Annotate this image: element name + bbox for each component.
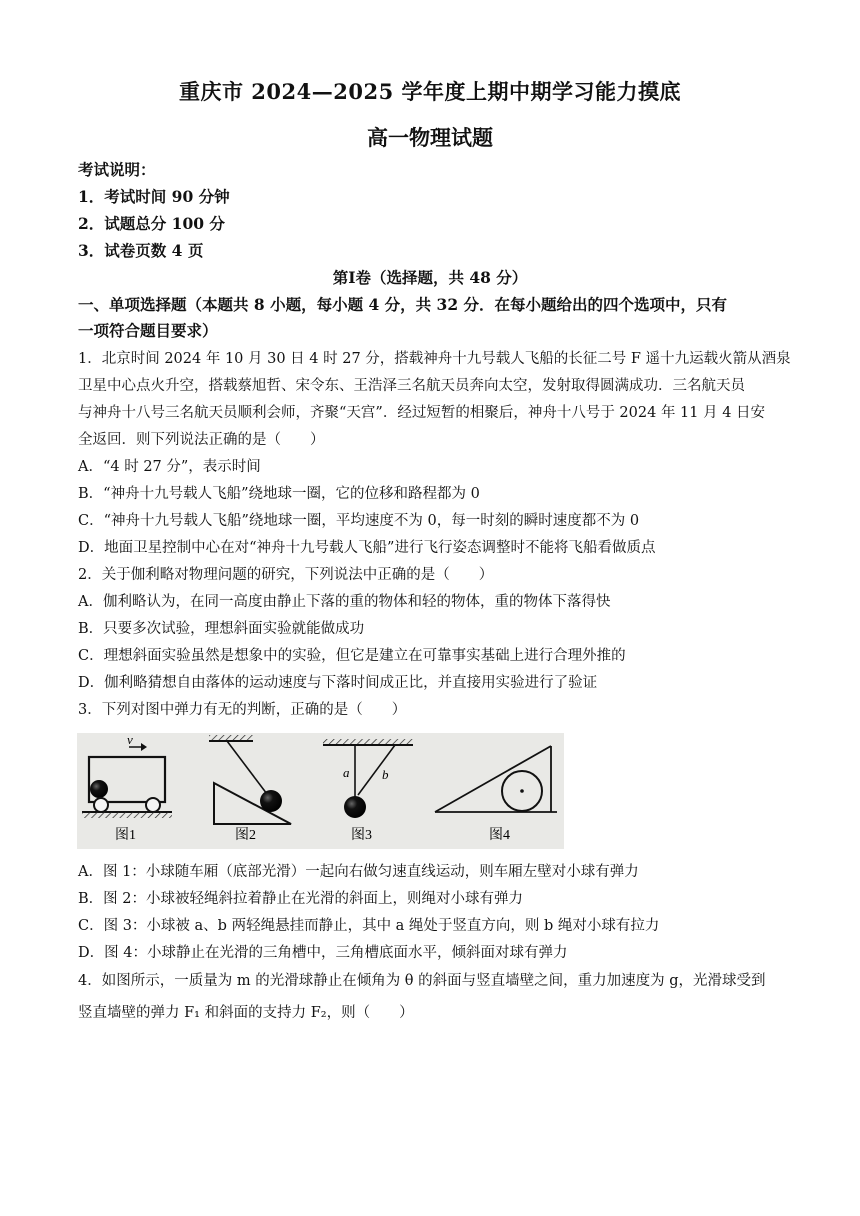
section-heading-line2: 一项符合题目要求） <box>78 321 218 340</box>
q3-figure <box>77 733 564 849</box>
q3-option-b: B．图 2：小球被轻绳斜拉着静止在光滑的斜面上，则绳对小球有弹力 <box>78 891 523 907</box>
figure3-ropes <box>323 739 413 843</box>
figure4-groove <box>435 746 557 843</box>
q2-option-d: D．伽利略猜想自由落体的运动速度与下落时间成正比，并直接用实验进行了验证 <box>78 675 598 691</box>
figure3-label: 图3 <box>351 828 372 843</box>
exam-subtitle: 高一物理试题 <box>367 125 493 150</box>
rope-b-label: b <box>382 767 389 782</box>
q3-option-d: D．图 4：小球静止在光滑的三角槽中，三角槽底面水平，倾斜面对球有弹力 <box>78 945 568 961</box>
instruction-item: 2．试题总分 100 分 <box>78 214 225 233</box>
figure1-ball <box>90 780 108 798</box>
q1-stem-line: 与神舟十八号三名航天员顺利会师，齐聚“天宫”．经过短暂的相聚后，神舟十八号于 2024 年 11 月 4 日安 <box>78 405 766 421</box>
part1-title: 第Ⅰ卷（选择题，共 48 分） <box>332 268 528 287</box>
instruction-item: 3．试卷页数 4 页 <box>78 241 204 260</box>
q1-option-b: B．“神舟十九号载人飞船”绕地球一圈，它的位移和路程都为 0 <box>78 486 480 502</box>
velocity-label: v <box>127 733 133 747</box>
q2-option-b: B．只要多次试验，理想斜面实验就能做成功 <box>78 621 365 637</box>
q1-option-d: D．地面卫星控制中心在对“神舟十九号载人飞船”进行飞行姿态调整时不能将飞船看做质点 <box>78 540 656 556</box>
figure4-label: 图4 <box>489 828 510 843</box>
q1-option-c: C．“神舟十九号载人飞船”绕地球一圈，平均速度不为 0，每一时刻的瞬时速度都不为 0 <box>78 513 640 529</box>
q4-stem-line1: 4．如图所示，一质量为 m 的光滑球静止在倾角为 θ 的斜面与竖直墙壁之间，重力加速度为 g，光滑球受到 <box>78 973 766 989</box>
rope-a-label: a <box>343 765 350 780</box>
q3-option-a: A．图 1：小球随车厢（底部光滑）一起向右做匀速直线运动，则车厢左壁对小球有弹力 <box>78 864 639 880</box>
figure2-label: 图2 <box>235 828 256 843</box>
q1-stem-line: 全返回．则下列说法正确的是（ ） <box>78 432 325 448</box>
figure1-label: 图1 <box>115 828 136 843</box>
exam-title: 重庆市 2024—2025 学年度上期中期学习能力摸底 <box>178 79 681 104</box>
instructions-heading: 考试说明： <box>78 160 156 179</box>
q3-option-c: C．图 3：小球被 a、b 两轻绳悬挂而静止，其中 a 绳处于竖直方向，则 b 绳对小球有拉力 <box>78 918 660 934</box>
q1-stem-line: 卫星中心点火升空，搭载蔡旭哲、宋令东、王浩泽三名航天员奔向太空，发射取得圆满成功．三名航天员 <box>78 378 745 394</box>
q1-option-a: A．“4 时 27 分”，表示时间 <box>78 459 261 475</box>
q2-stem: 2．关于伽利略对物理问题的研究，下列说法中正确的是（ ） <box>78 567 494 583</box>
q2-option-c: C．理想斜面实验虽然是想象中的实验，但它是建立在可靠事实基础上进行合理外推的 <box>78 648 626 664</box>
instruction-item: 1．考试时间 90 分钟 <box>78 187 230 206</box>
q1-stem-line: 1．北京时间 2024 年 10 月 30 日 4 时 27 分，搭载神舟十九号载人飞船的长征二号 F 遥十九运载火箭从酒泉 <box>78 351 791 367</box>
figure3-ball <box>344 796 366 818</box>
q4-stem-line2: 竖直墙壁的弹力 F₁ 和斜面的支持力 F₂，则（ ） <box>78 1005 414 1021</box>
figure2-ball <box>260 790 282 812</box>
section-heading-line1: 一、单项选择题（本题共 8 小题，每小题 4 分，共 32 分．在每小题给出的四个选项中，只有 <box>78 295 728 314</box>
q3-stem: 3．下列对图中弹力有无的判断，正确的是（ ） <box>78 702 407 718</box>
q2-option-a: A．伽利略认为，在同一高度由静止下落的重的物体和轻的物体，重的物体下落得快 <box>78 594 611 610</box>
figure2-incline <box>209 735 291 843</box>
figure1-cart <box>82 733 172 843</box>
